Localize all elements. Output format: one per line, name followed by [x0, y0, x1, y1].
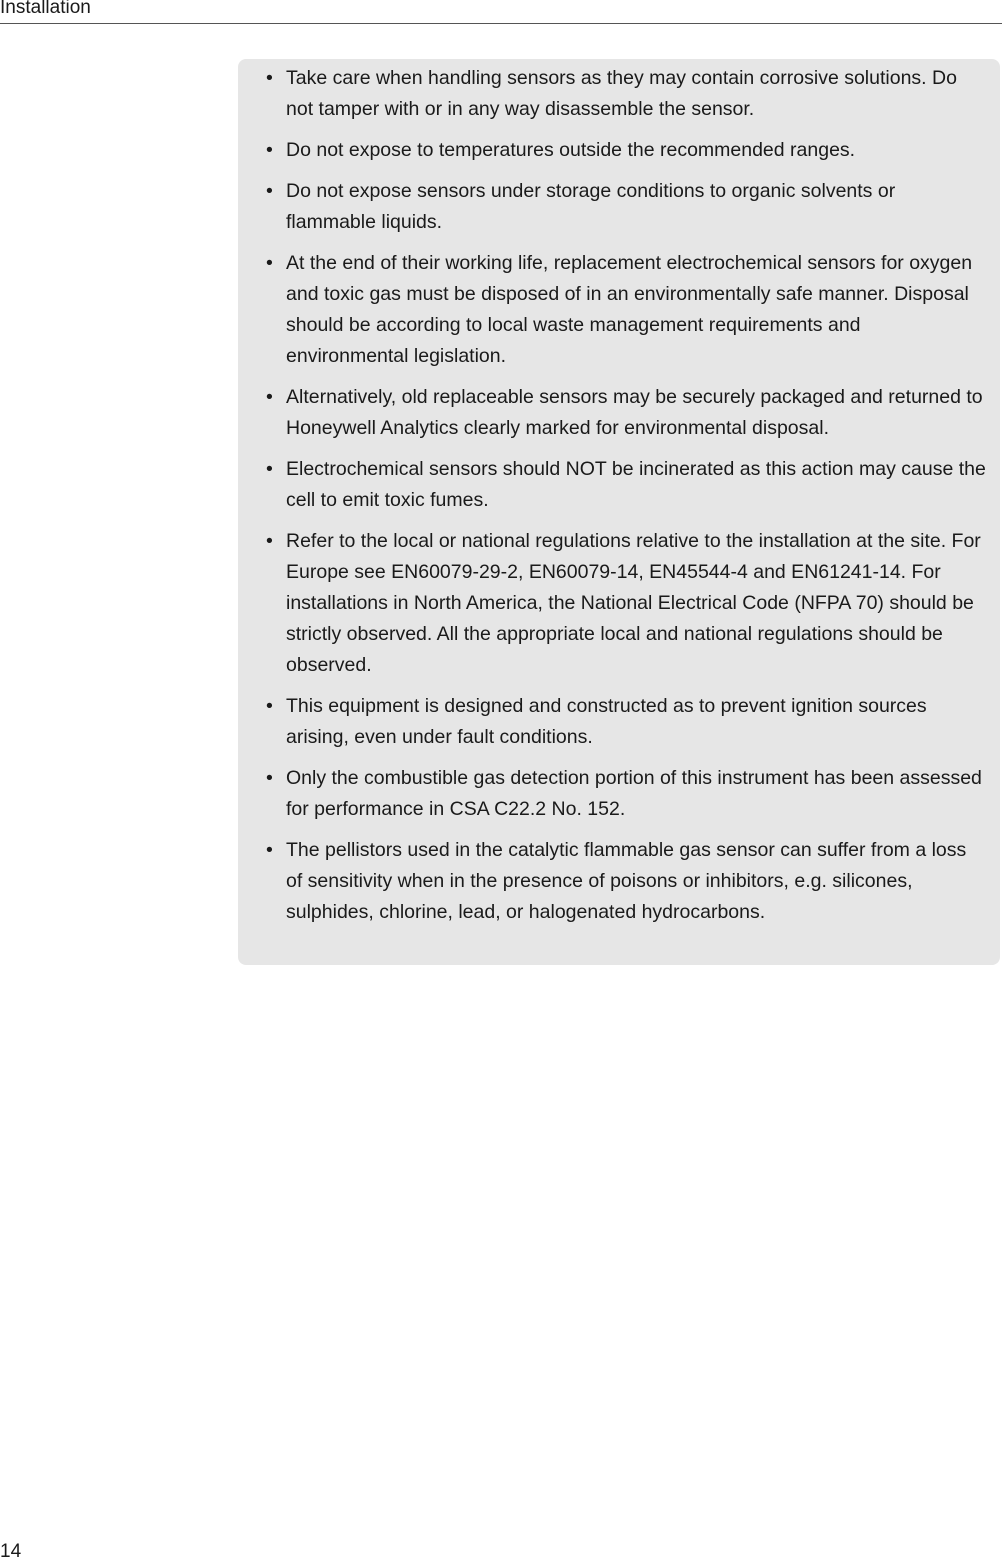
bullet-icon: •: [266, 67, 273, 89]
list-item-text: Take care when handling sensors as they may contain corrosive solutions. Do not tamper with or in any way disassemble the sensor.: [286, 67, 957, 120]
list-item: [238, 454, 986, 516]
bullet-icon: •: [266, 139, 273, 161]
bullet-icon: •: [266, 252, 273, 274]
list-item-text: Electrochemical sensors should NOT be incinerated as this action may cause the cell to emit toxic fumes.: [286, 458, 986, 511]
bullet-icon: •: [266, 180, 273, 202]
list-item: [238, 691, 986, 753]
bullet-icon: •: [266, 695, 273, 717]
list-item-text: At the end of their working life, replacement electrochemical sensors for oxygen and toxic gas must be disposed of in an environmentally safe manner. Disposal should be according to local waste management requirements and environmental legislation.: [286, 252, 973, 367]
section-title: Installation: [0, 0, 91, 18]
bullet-icon: •: [266, 767, 273, 789]
bullet-icon: •: [266, 839, 273, 861]
list-item-text: Alternatively, old replaceable sensors may be securely packaged and returned to Honeywell Analytics clearly marked for environmental disposal.: [286, 386, 983, 439]
notice-box: [238, 59, 1000, 965]
notice-list: [238, 63, 986, 928]
list-item-text: This equipment is designed and constructed as to prevent ignition sources arising, even under fault conditions.: [286, 695, 927, 748]
list-item: [238, 63, 986, 125]
list-item: [238, 248, 986, 372]
list-item: [238, 176, 986, 238]
list-item: [238, 763, 986, 825]
bullet-icon: •: [266, 530, 273, 552]
list-item-text: Only the combustible gas detection portion of this instrument has been assessed for performance in CSA C22.2 No. 152.: [286, 767, 982, 820]
bullet-icon: •: [266, 386, 273, 408]
page-number: 14: [0, 1541, 22, 1562]
list-item: [238, 135, 986, 166]
list-item-text: Do not expose sensors under storage conditions to organic solvents or flammable liquids.: [286, 180, 896, 233]
list-item-text: The pellistors used in the catalytic flammable gas sensor can suffer from a loss of sensitivity when in the presence of poisons or inhibitors, e.g. silicones, sulphides, chlorine, lead, or halogenated hydrocarbons.: [286, 839, 967, 923]
bullet-icon: •: [266, 458, 273, 480]
list-item: [238, 835, 986, 928]
list-item: [238, 382, 986, 444]
list-item-text: Refer to the local or national regulations relative to the installation at the site. For Europe see EN60079-29-2, EN60079-14, EN45544-4 and EN61241-14. For installations in North America, the National Electrical Code (NFPA 70) should be strictly observed. All the appropriate local and national regulations should be observed.: [286, 530, 981, 676]
list-item: [238, 526, 986, 681]
list-item-text: Do not expose to temperatures outside the recommended ranges.: [286, 139, 856, 161]
page-header: [0, 0, 1002, 24]
